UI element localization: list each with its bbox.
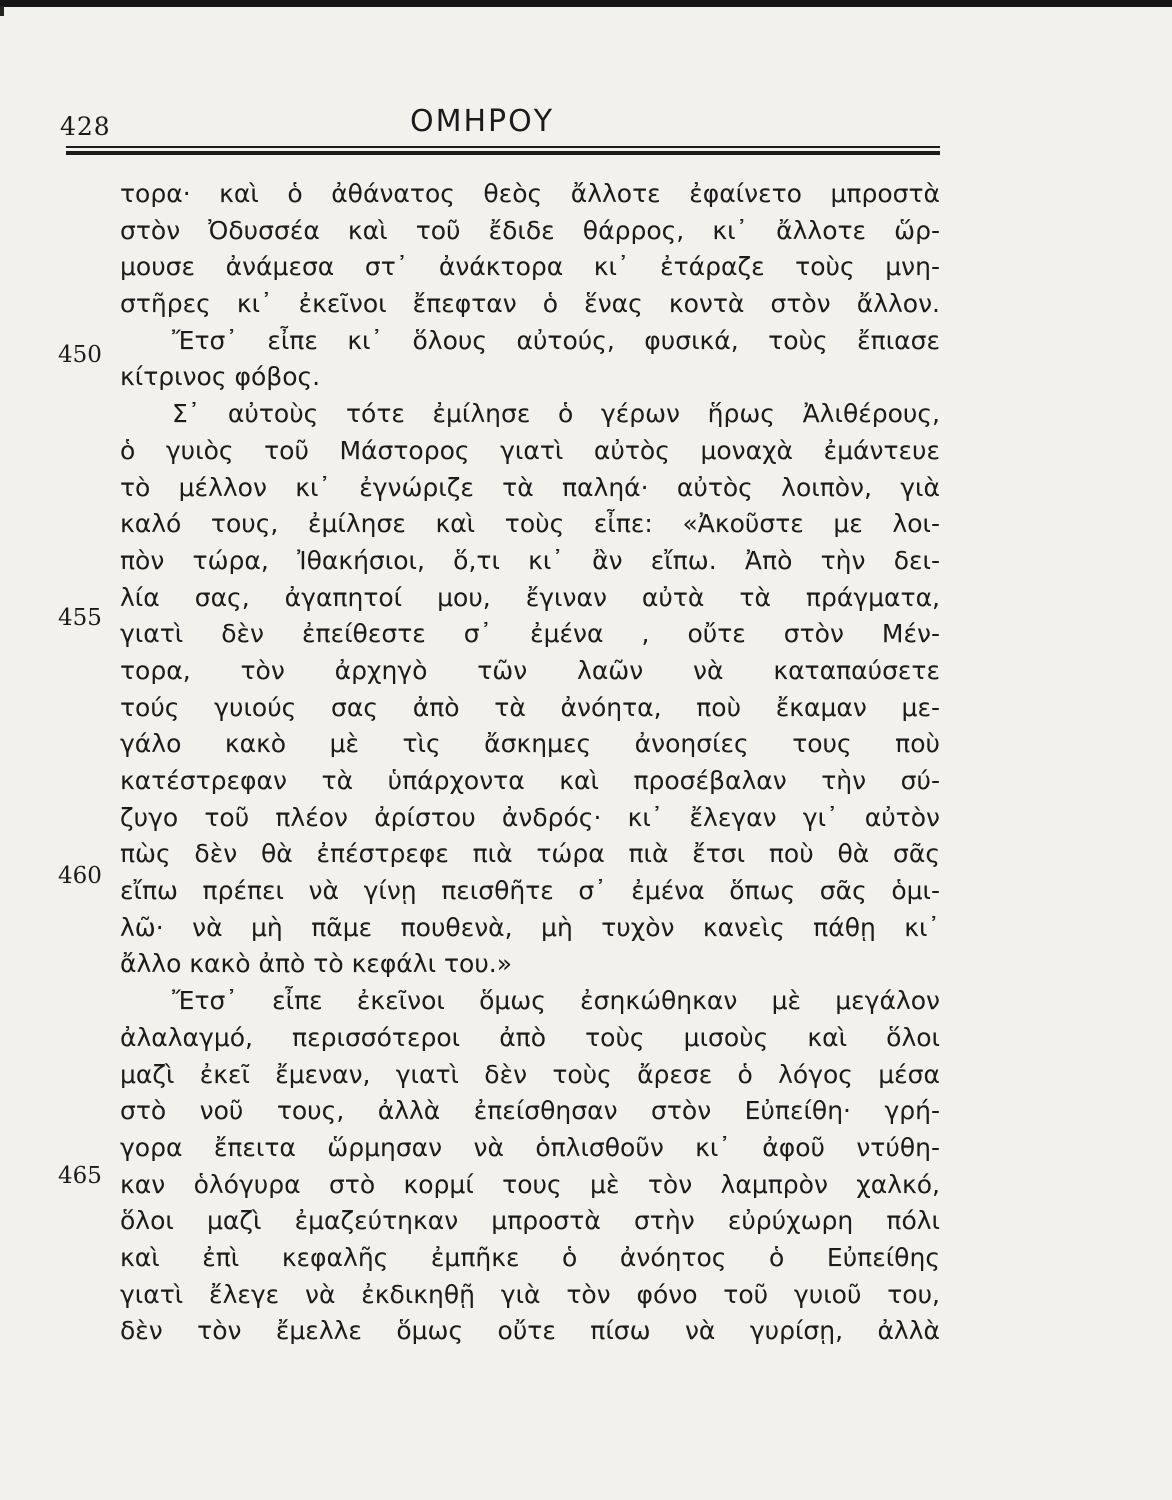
text-line: Ἔτσ᾿ εἶπε ἐκεῖνοι ὅμως ἐσηκώθηκαν μὲ μεγάλον xyxy=(172,986,940,1016)
text-line: καν ὁλόγυρα στὸ κορμί τους μὲ τὸν λαμπρὸν χαλκό, xyxy=(120,1169,940,1199)
text-line: κίτρινος φόβος. xyxy=(120,362,321,392)
text-line: ὁ γυιὸς τοῦ Μάστορος γιατὶ αὐτὸς μοναχὰ ἐμάντευε xyxy=(120,435,940,465)
text-line: γορα ἔπειτα ὥρμησαν νὰ ὁπλισθοῦν κι᾿ ἀφοῦ ντύθη- xyxy=(120,1132,940,1162)
header-rule-thin xyxy=(66,146,940,148)
text-line: εἴπω πρέπει νὰ γίνῃ πεισθῆτε σ᾿ ἐμένα ὅπως σᾶς ὁμι- xyxy=(120,876,940,906)
text-line: καὶ ἐπὶ κεφαλῆς ἐμπῆκε ὁ ἀνόητος ὁ Εὐπείθης xyxy=(120,1242,940,1272)
line-number-460: 460 xyxy=(58,863,102,889)
text-line: λῶ· νὰ μὴ πᾶμε πουθενὰ, μὴ τυχὸν κανεὶς πάθῃ κι᾿ xyxy=(120,912,940,942)
text-line: πὼς δὲν θὰ ἐπέστρεφε πιὰ τώρα πιὰ ἔτσι ποὺ θὰ σᾶς xyxy=(120,839,940,869)
text-line: τὸ μέλλον κι᾿ ἐγνώριζε τὰ παληά· αὐτὸς λοιπὸν, γιὰ xyxy=(120,472,940,502)
text-line: γιατὶ ἔλεγε νὰ ἐκδικηθῇ γιὰ τὸν φόνο τοῦ γυιοῦ του, xyxy=(120,1279,940,1309)
text-line: γιατὶ δὲν ἐπείθεστε σ᾿ ἐμένα , οὔτε στὸν Μέν- xyxy=(120,619,940,649)
text-line: τορα, τὸν ἀρχηγὸ τῶν λαῶν νὰ καταπαύσετε xyxy=(120,655,940,685)
line-number-455: 455 xyxy=(58,605,102,631)
text-line: μαζὶ ἐκεῖ ἔμεναν, γιατὶ δὲν τοὺς ἄρεσε ὁ λόγος μέσα xyxy=(120,1059,940,1089)
text-line: λία σας, ἀγαπητοί μου, ἔγιναν αὐτὰ τὰ πράγματα, xyxy=(120,582,940,612)
text-line: ἀλαλαγμό, περισσότεροι ἀπὸ τοὺς μισοὺς καὶ ὅλοι xyxy=(120,1022,940,1052)
text-line: καλό τους, ἐμίλησε καὶ τοὺς εἶπε: «Ἀκοῦστε με λοι- xyxy=(120,509,940,539)
text-line: μουσε ἀνάμεσα στ᾿ ἀνάκτορα κι᾿ ἐτάραζε τοὺς μνη- xyxy=(120,252,940,282)
text-line: τούς γυιούς σας ἀπὸ τὰ ἀνόητα, ποὺ ἔκαμαν με- xyxy=(120,692,940,722)
text-line: δὲν τὸν ἔμελλε ὅμως οὔτε πίσω νὰ γυρίσῃ, ἀλλὰ xyxy=(120,1316,940,1346)
text-line: ἄλλο κακὸ ἀπὸ τὸ κεφάλι του.» xyxy=(120,949,513,979)
body-text xyxy=(120,176,940,1350)
text-line: Σ᾿ αὐτοὺς τότε ἐμίλησε ὁ γέρων ἥρως Ἀλιθέρους, xyxy=(172,399,940,429)
text-line: τορα· καὶ ὁ ἀθάνατος θεὸς ἄλλοτε ἐφαίνετο μπροστὰ xyxy=(120,179,940,208)
text-line: γάλο κακὸ μὲ τὶς ἄσκημες ἀνοησίες τους ποὺ xyxy=(120,729,940,759)
text-line: Ἔτσ᾿ εἶπε κι᾿ ὅλους αὐτούς, φυσικά, τοὺς ἔπιασε xyxy=(172,325,940,355)
text-line: ὅλοι μαζὶ ἐμαζεύτηκαν μπροστὰ στὴν εὐρύχωρη πόλι xyxy=(120,1206,940,1236)
scan-mark xyxy=(0,6,4,16)
text-line: ζυγο τοῦ πλέον ἀρίστου ἀνδρός· κι᾿ ἔλεγαν γι᾿ αὐτὸν xyxy=(120,802,940,832)
page-number: 428 xyxy=(60,112,111,141)
line-number-450: 450 xyxy=(58,342,102,368)
text-line: πὸν τώρα, Ἰθακήσιοι, ὅ,τι κι᾿ ἂν εἴπω. Ἀπὸ τὴν δει- xyxy=(120,545,940,575)
text-line: κατέστρεφαν τὰ ὑπάρχοντα καὶ προσέβαλαν τὴν σύ- xyxy=(120,766,940,795)
text-line: στὸ νοῦ τους, ἀλλὰ ἐπείσθησαν στὸν Εὐπείθη· γρή- xyxy=(120,1096,940,1126)
page-top-edge xyxy=(0,0,1172,7)
text-line: στὸν Ὀδυσσέα καὶ τοῦ ἔδιδε θάρρος, κι᾿ ἄλλοτε ὥρ- xyxy=(120,215,940,245)
line-number-465: 465 xyxy=(58,1163,102,1189)
text-line: στῆρες κι᾿ ἐκεῖνοι ἔπεφταν ὁ ἕνας κοντὰ στὸν ἄλλον. xyxy=(120,289,940,319)
running-title: ΟΜΗΡΟΥ xyxy=(410,104,555,139)
header-rule-thick xyxy=(66,151,940,155)
